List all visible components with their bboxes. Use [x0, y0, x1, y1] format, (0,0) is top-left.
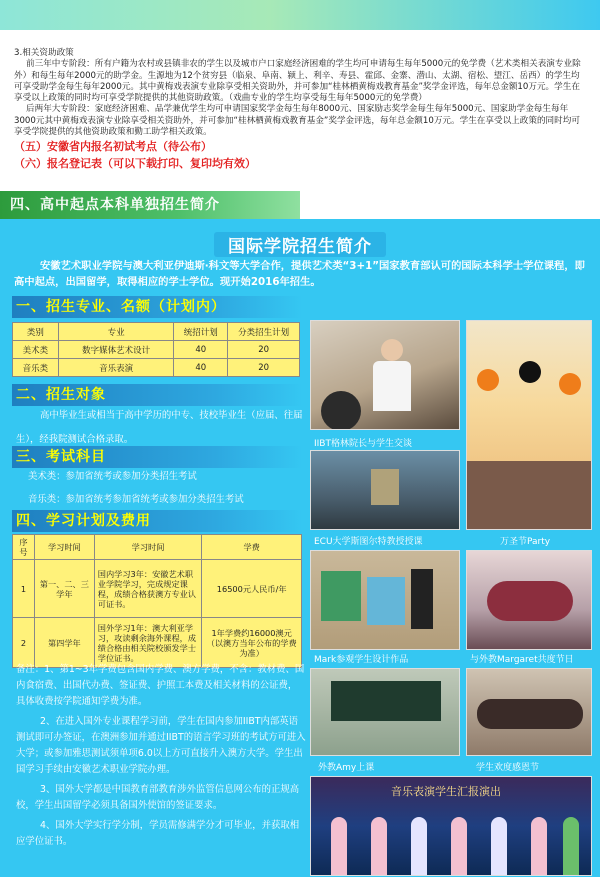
caption-iibt: IIBT格林院长与学生交谈 — [314, 439, 412, 449]
exam-location-line: （五）安徽省内报名初试考点（待公布） — [14, 140, 212, 154]
intl-title — [0, 232, 600, 257]
table-cell: 16500元人民币/年 — [202, 560, 302, 618]
top-decorative-band — [0, 0, 600, 30]
photo-mark-visit — [310, 550, 460, 650]
header-cell: 学习时间 — [34, 535, 94, 560]
table-cell: 1年学费约16000澳元（以澳方当年公布的学费为准） — [202, 618, 302, 668]
section-4-heading: 四、学习计划及费用 — [12, 510, 302, 532]
table-row — [13, 359, 300, 377]
note-3: 3、国外大学都是中国教育部教育涉外监管信息网公布的正规高校，学生出国留学必须具备国外使馆的签证要求。 — [16, 784, 300, 811]
table-row — [13, 560, 302, 618]
photo-performance — [310, 776, 592, 876]
intl-title-text: 国际学院招生简介 — [214, 232, 386, 257]
registration-form-line[interactable]: （六）报名登记表（可以下载打印、复印均有效） — [14, 157, 256, 171]
caption-performance: 音乐表演学生汇报演出 — [391, 785, 501, 798]
caption-thanksgiving: 学生欢度感恩节 — [476, 763, 540, 773]
table-cell: 2 — [13, 618, 35, 668]
subsidy-paragraph-2: 后两年大专阶段：家庭经济困难、品学兼优学生均可申请国家奖学金每生每年8000元、国家励志奖学金每生每年5000元、国家助学金每生每年3000元其中黄梅戏表演专业除享受相关资助外，并可参加“桂林栖黄梅戏教育基金”奖学金评选，每年总金额10万元。学生在享受以上政策的同时均可享受学院提供的其他资助政策和勤工助学相关政策。 — [14, 104, 580, 138]
table-cell: 国内学习3年：安徽艺术职业学院学习，完成规定课程，成绩合格获澳方专业认可证书。 — [94, 560, 202, 618]
note-4: 4、国外大学实行学分制，学员需修满学分才可毕业，并获取相应学位证书。 — [16, 820, 300, 847]
table-cell: 1 — [13, 560, 35, 618]
notes-section — [16, 662, 306, 854]
photo-ecu-lecture — [310, 450, 460, 530]
header-cell: 学习时间 — [94, 535, 202, 560]
section-1-heading: 一、招生专业、名额（计划内） — [12, 296, 302, 318]
header-cell: 分类招生计划 — [228, 323, 300, 341]
header-cell: 专业 — [58, 323, 174, 341]
subsidy-title: 3.相关资助政策 — [14, 48, 74, 58]
caption-amy: 外教Amy上课 — [318, 763, 375, 773]
table-cell: 数字媒体艺术设计 — [58, 341, 174, 359]
caption-ecu: ECU大学斯图尔特教授授课 — [314, 537, 423, 547]
study-plan-table — [12, 534, 302, 668]
table-cell: 国外学习1年：澳大利亚学习，攻读剩余海外课程，成绩合格由相关院校颁发学士学位证书。 — [94, 618, 202, 668]
section-2-text: 高中毕业生或相当于高中学历的中专、技校毕业生（应届、往届生），经我院测试合格录取。 — [16, 410, 303, 445]
table-row — [13, 618, 302, 668]
table-cell: 音乐类 — [13, 359, 59, 377]
header-cell: 学费 — [202, 535, 302, 560]
section-3-line-1: 美术类：参加省统考或参加分类招生考试 — [28, 471, 197, 482]
photo-halloween — [466, 320, 592, 530]
section-banner: 四、高中起点本科单独招生简介 — [0, 191, 300, 219]
header-cell: 统招计划 — [174, 323, 228, 341]
caption-halloween: 万圣节Party — [500, 537, 551, 547]
majors-table — [12, 322, 300, 377]
table-cell: 第四学年 — [34, 618, 94, 668]
section-2-heading: 二、招生对象 — [12, 384, 302, 406]
table-header-row — [13, 535, 302, 560]
photo-iibt-dean — [310, 320, 460, 430]
note-1: 备注：1、第1~3年学费包含国内学费、澳方学费，不含：教材费、国内食宿费、出国代办费、签证费、护照工本费及相关材料的公证费，具体收费按学院通知学费为准。 — [16, 664, 305, 707]
caption-margaret: 与外教Margaret共度节日 — [470, 655, 574, 665]
subsidy-paragraph-1: 前三年中专阶段：所有户籍为农村或县镇非农的学生以及城市户口家庭经济困难的学生均可申请每生每年5000元的免学费（艺术类相关表演专业除外）和每生每年2000元的助学金。生源地为12个贫穷县（临泉、阜南、颍上、利辛、寿县、霍邱、金寨、潜山、太湖、宿松、望江、岳西）的学生均可享受助学金每生每年2000元。其中黄梅戏表演专业除享受相关资助外，并可参加“桂林栖黄梅戏教育基金”奖学金评选，每年总金额10万元。学生在享受以上政策的同时均可享受学院提供的其他资助政策。（戏曲专业的学生均享受每生每年5000元的免学费） — [14, 59, 581, 104]
table-cell: 20 — [228, 341, 300, 359]
table-cell: 美术类 — [13, 341, 59, 359]
caption-mark: Mark参观学生设计作品 — [314, 655, 409, 665]
table-row — [13, 341, 300, 359]
header-cell: 类别 — [13, 323, 59, 341]
table-header-row — [13, 323, 300, 341]
header-cell: 序号 — [13, 535, 35, 560]
section-3-heading: 三、考试科目 — [12, 446, 302, 468]
table-cell: 20 — [228, 359, 300, 377]
top-policy-section — [14, 48, 588, 172]
photo-thanksgiving — [466, 668, 592, 756]
table-cell: 第一、二、三学年 — [34, 560, 94, 618]
table-cell: 40 — [174, 341, 228, 359]
table-cell: 音乐表演 — [58, 359, 174, 377]
photo-margaret — [466, 550, 592, 650]
intl-intro: 安徽艺术职业学院与澳大利亚伊迪斯·科文等大学合作，提供艺术类“3+1”国家教育部认可的国际本科学士学位课程，即高中起点，出国留学，取得相应的学士学位。现开始2016年招生。 — [14, 260, 585, 288]
note-2: 2、在进入国外专业课程学习前，学生在国内参加IIBT内部英语测试即可办签证，在澳洲参加并通过IIBT的语言学习班的考试方可进入大学；或参加雅思测试须单项6.0以上方可直接升入澳方大学。学生出国学习手续由安徽艺术职业学院办理。 — [16, 716, 306, 775]
photo-amy-class — [310, 668, 460, 756]
table-cell: 40 — [174, 359, 228, 377]
section-3-line-2: 音乐类：参加省统考参加省统考或参加分类招生考试 — [28, 494, 244, 505]
